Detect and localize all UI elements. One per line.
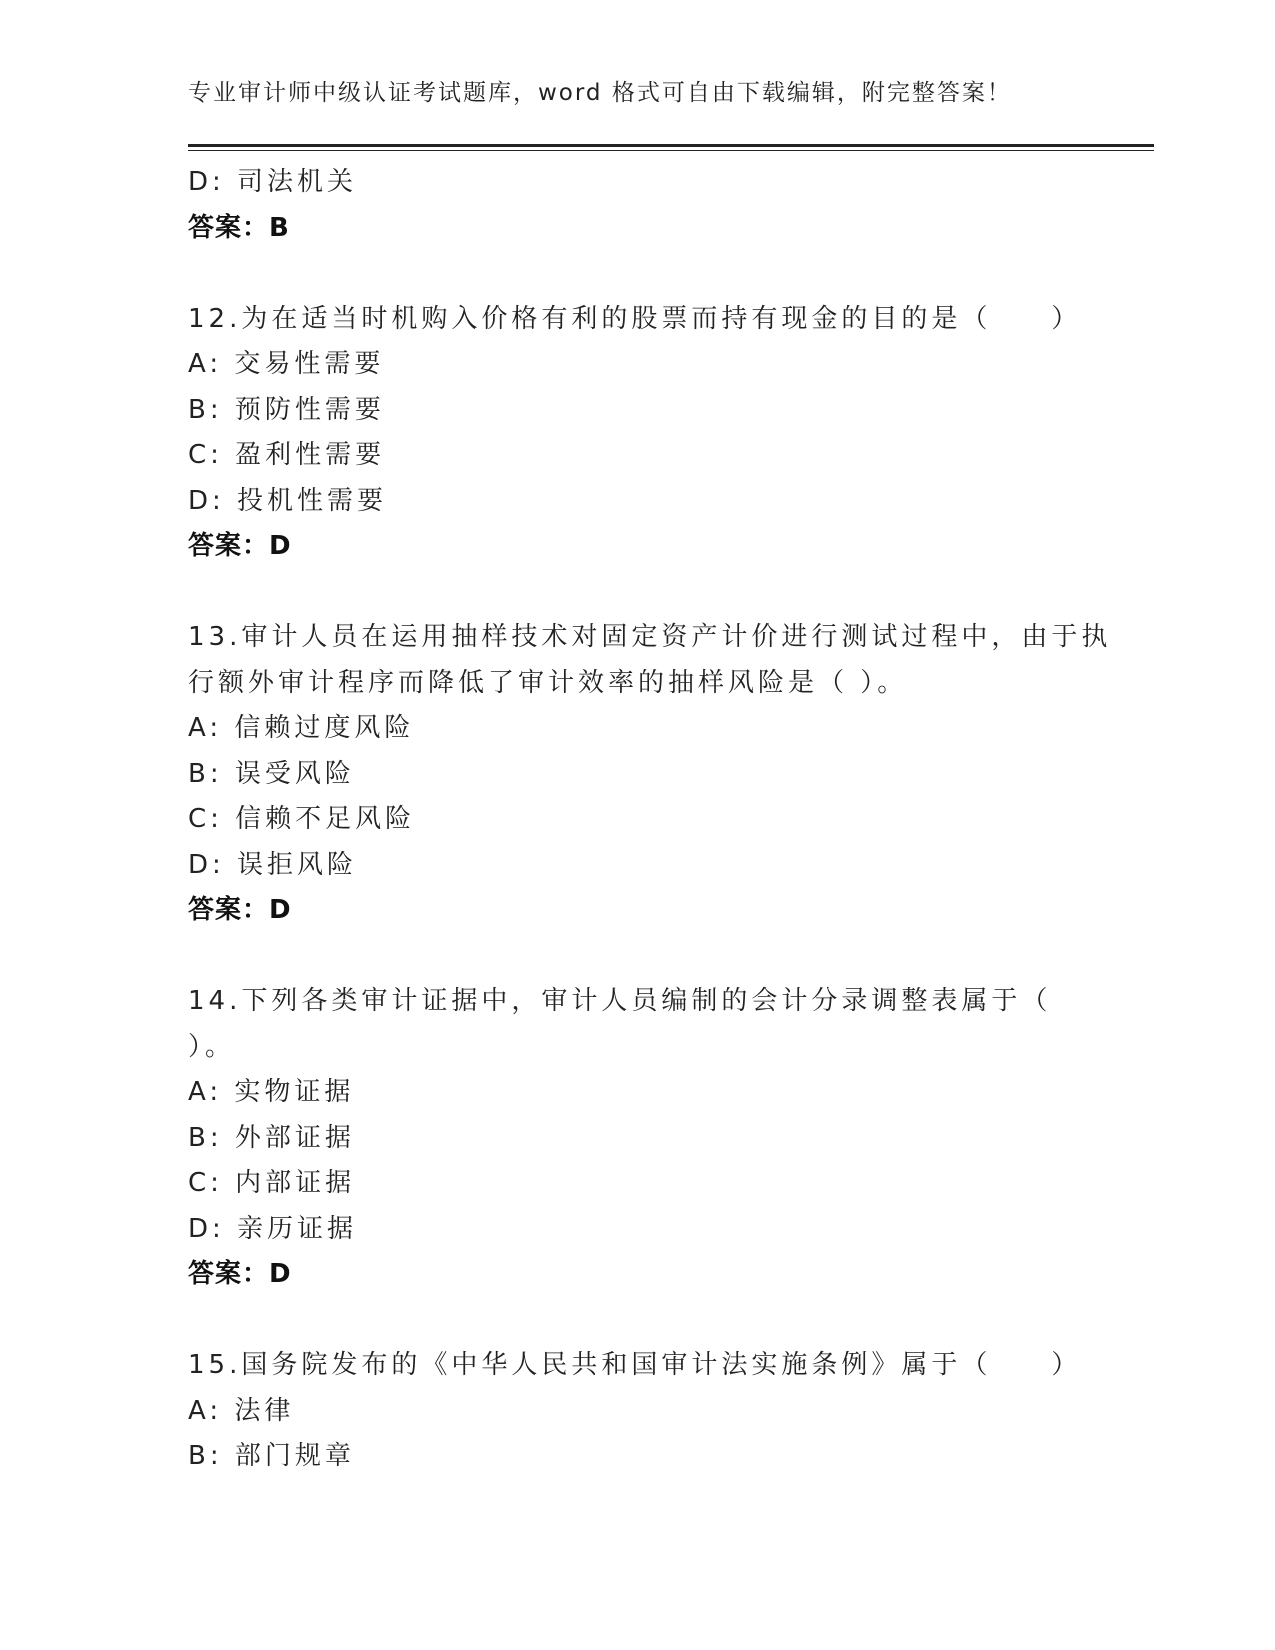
question-text: 13.审计人员在运用抽样技术对固定资产计价进行测试过程中，由于执 (188, 622, 1112, 652)
option-c: C: 盈利性需要 (188, 440, 386, 470)
option-a: A: 法律 (188, 1395, 295, 1426)
option-d: D: 司法机关 (188, 167, 358, 197)
option-d: D: 误拒风险 (188, 849, 358, 880)
option-c: C: 内部证据 (188, 1168, 356, 1198)
question-text: 14.下列各类审计证据中，审计人员编制的会计分录调整表属于（ (188, 986, 1052, 1016)
question-text: 15.国务院发布的《中华人民共和国审计法实施条例》属于（ ） (188, 1350, 1082, 1380)
question-block (188, 1343, 1128, 1480)
answer: 答案：D (188, 895, 292, 925)
answer: 答案：B (188, 212, 290, 243)
option-d: D: 投机性需要 (188, 485, 388, 516)
question-text: 12.为在适当时机购入价格有利的股票而持有现金的目的是（ ） (188, 303, 1082, 334)
page-header: 专业审计师中级认证考试题库，word 格式可自由下载编辑，附完整答案！ (188, 80, 1012, 106)
spacer (188, 1298, 1128, 1344)
spacer (188, 570, 1128, 616)
option-b: B: 部门规章 (188, 1441, 355, 1471)
option-a: A: 信赖过度风险 (188, 713, 415, 743)
question-block (188, 297, 1128, 570)
question-text-continued: ）。 (188, 1031, 236, 1062)
spacer (188, 251, 1128, 297)
header-rule-thin (188, 150, 1154, 151)
option-c: C: 信赖不足风险 (188, 804, 416, 834)
option-b: B: 误受风险 (188, 758, 355, 789)
option-b: B: 外部证据 (188, 1122, 355, 1153)
question-text-continued: 行额外审计程序而降低了审计效率的抽样风险是（ ）。 (188, 667, 908, 698)
question-block (188, 615, 1128, 934)
option-a: A: 交易性需要 (188, 349, 385, 379)
question-content (188, 160, 1128, 1480)
option-a: A: 实物证据 (188, 1077, 355, 1107)
answer: 答案：D (188, 1259, 292, 1289)
header-rule-thick (188, 144, 1154, 147)
answer: 答案：D (188, 531, 292, 561)
option-d: D: 亲历证据 (188, 1213, 358, 1244)
question-block (188, 979, 1128, 1298)
option-b: B: 预防性需要 (188, 394, 385, 425)
spacer (188, 934, 1128, 980)
